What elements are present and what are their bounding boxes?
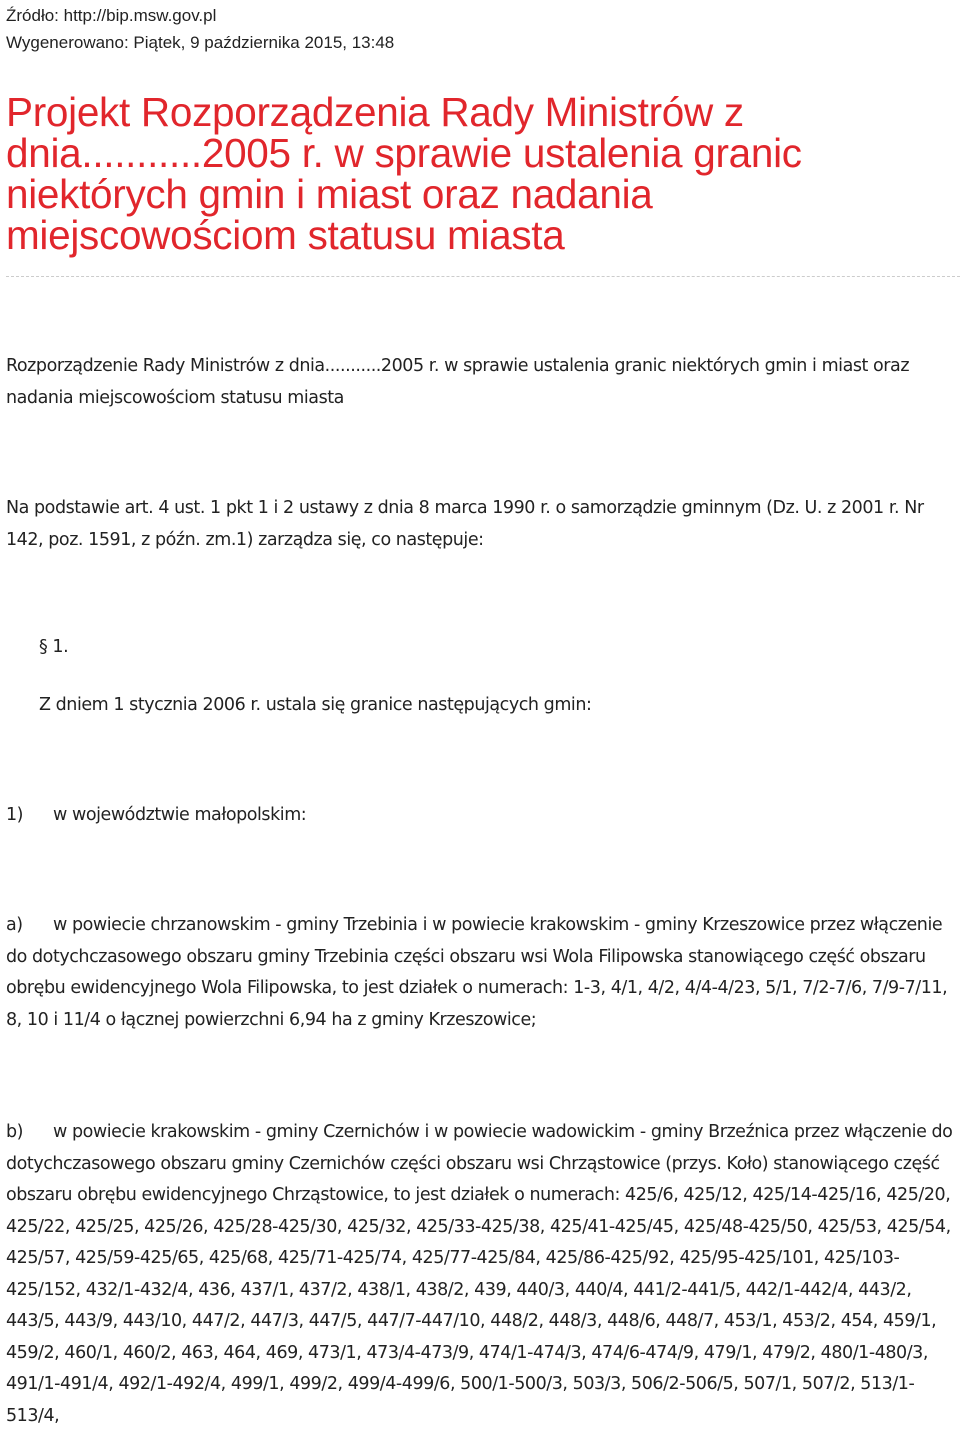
paragraph-sign: § 1. bbox=[39, 637, 69, 657]
list-item-text: w województwie małopolskim: bbox=[53, 805, 307, 825]
paragraph-text: Z dniem 1 stycznia 2006 r. ustala się granice następujących gmin: bbox=[39, 695, 592, 715]
legal-basis: Na podstawie art. 4 ust. 1 pkt 1 i 2 ustawy z dnia 8 marca 1990 r. o samorządzie gminnym (Dz. U. z 2001 r. Nr 142, poz. 1591, z późn. zm.1) zarządza się, co następuje: bbox=[6, 498, 924, 550]
list-item-a bbox=[6, 910, 958, 1036]
list-item-text: w powiecie chrzanowskim - gminy Trzebinia i w powiecie krakowskim - gminy Krzeszowice przez włączenie do dotychczasowego obszaru gminy Trzebinia części obszaru wsi Wola Filipowska stanowiącego część obszaru obrębu ewidencyjnego Wola Filipowska, to jest działek o numerach: 1-3, 4/1, 4/2, 4/4-4/23, 5/1, 7/2-7/6, 7/9-7/11, 8, 10 i 11/4 o łącznej powierzchni 6,94 ha z gminy Krzeszowice; bbox=[6, 915, 948, 1030]
document-meta bbox=[6, 2, 394, 56]
list-item-marker: a) bbox=[6, 915, 23, 935]
list-item-b bbox=[6, 1117, 958, 1432]
source-line: Źródło: http://bip.msw.gov.pl bbox=[6, 6, 217, 25]
page-title: Projekt Rozporządzenia Rady Ministrów z dnia...........2005 r. w sprawie ustalenia granic niektórych gmin i miast oraz nadania miejscowościom statusu miasta bbox=[6, 89, 802, 258]
list-item-marker: 1) bbox=[6, 805, 24, 825]
list-item-1 bbox=[6, 800, 958, 832]
list-item-text: w powiecie krakowskim - gminy Czernichów i w powiecie wadowickim - gminy Brzeźnica przez włączenie do dotychczasowego obszaru gminy Czernichów części obszaru wsi Chrząstowice (przys. Koło) stanowiącego część obszaru obrębu ewidencyjnego Chrząstowice, to jest działek o numerach: 425/6, 425/12, 425/14-425/16, 425/20, 425/22, 425/25, 425/26, 425/28-425/30, 425/32, 425/33-425/38, 425/41-425/45, 425/48-425/50, 425/53, 425/54, 425/57, 425/59-425/65, 425/68, 425/71-425/74, 425/77-425/84, 425/86-425/92, 425/95-425/101, 425/103-425/152, 432/1-432/4, 436, 437/1, 437/2, 438/1, 438/2, 439, 440/3, 440/4, 441/2-441/5, 442/1-442/4, 443/2, 443/5, 443/9, 443/10, 447/2, 447/3, 447/5, 447/7-447/10, 448/2, 448/3, 448/6, 448/7, 453/1, 453/2, 454, 459/1, 459/2, 460/1, 460/2, 463, 464, 469, 473/1, 473/4-473/9, 474/1-474/3, 474/6-474/9, 479/1, 479/2, 480/1-480/3, 491/1-491/4, 492/1-492/4, 499/1, 499/2, 499/4-499/6, 500/1-500/3, 503/3, 506/2-506/5, 507/1, 507/2, 513/1-513/4, bbox=[6, 1122, 953, 1426]
generated-line: Wygenerowano: Piątek, 9 października 2015, 13:48 bbox=[6, 33, 395, 52]
title-divider bbox=[6, 276, 960, 277]
intro-title: Rozporządzenie Rady Ministrów z dnia...........2005 r. w sprawie ustalenia granic niektórych gmin i miast oraz nadania miejscowościom statusu miasta bbox=[6, 356, 910, 408]
list-item-marker: b) bbox=[6, 1122, 24, 1142]
